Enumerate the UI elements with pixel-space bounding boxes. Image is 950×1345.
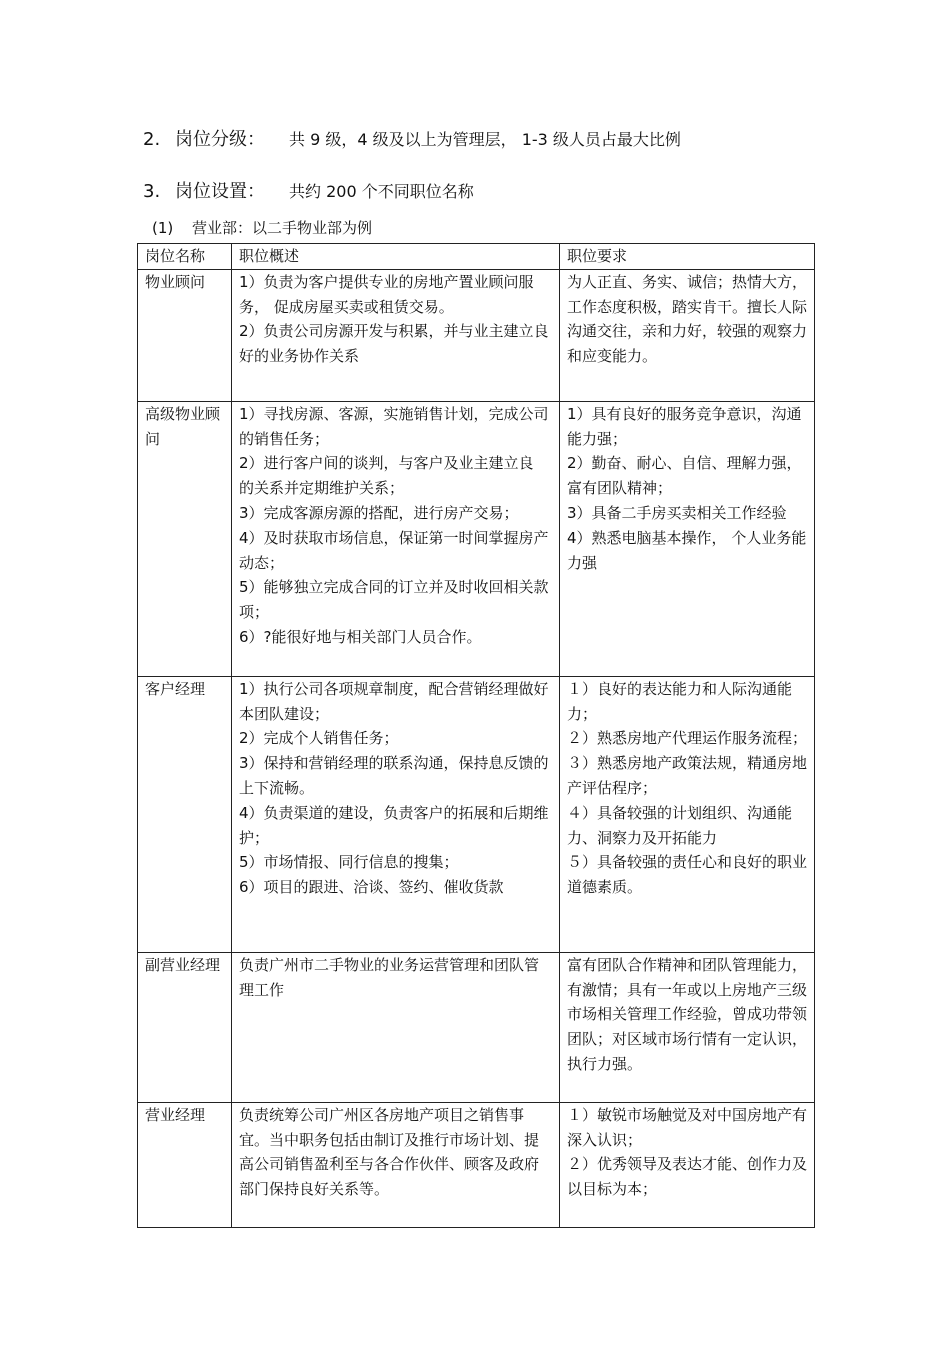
section-description: 共约 200 个不同职位名称	[289, 182, 474, 201]
requirement-item: 4）熟悉电脑基本操作， 个人业务能力强	[567, 528, 807, 572]
job-summary-cell	[232, 401, 560, 676]
requirement-item: ２）熟悉房地产代理运作服务流程；	[567, 729, 808, 748]
job-summary-cell	[232, 676, 560, 952]
section-description: 共 9 级，4 级及以上为管理层， 1-3 级人员占最大比例	[289, 130, 681, 149]
requirement-item: 富有团队合作精神和团队管理能力，有激情；具有一年或以上房地产三级市场相关管理工作经验，曾成功带领团队；对区域市场行情有一定认识，执行力强。	[567, 955, 808, 1073]
requirement-item: 2）勤奋、耐心、自信、理解力强，富有团队精神；	[567, 454, 802, 498]
requirement-item: ４）具备较强的计划组织、沟通能力、洞察力及开拓能力	[567, 803, 793, 847]
summary-item: 5）能够独立完成合同的订立并及时收回相关款项；	[239, 578, 549, 622]
position-name-cell: 副营业经理	[138, 952, 232, 1102]
header-job-requirements: 职位要求	[560, 244, 815, 270]
summary-item: 2）进行客户间的谈判，与客户及业主建立良 的关系并定期维护关系；	[239, 454, 534, 498]
summary-item: 1）负责为客户提供专业的房地产置业顾问服务， 促成房屋买卖或租赁交易。	[239, 272, 534, 316]
requirement-item: 1）具有良好的服务竞争意识，沟通能力强；	[567, 404, 802, 448]
position-name-cell: 物业顾问	[138, 269, 232, 401]
table-row	[138, 676, 815, 952]
requirement-item: １）敏锐市场触觉及对中国房地产有深入认识；	[567, 1105, 808, 1149]
summary-item: 负责广州市二手物业的业务运营管理和团队管理工作	[239, 955, 540, 999]
job-requirements-cell	[560, 952, 815, 1102]
table-row	[138, 952, 815, 1102]
summary-item: 5）市场情报、同行信息的搜集；	[239, 853, 459, 872]
summary-item: 4）负责渠道的建设，负责客户的拓展和后期维护；	[239, 803, 549, 847]
job-requirements-cell	[560, 401, 815, 676]
summary-item: 负责统筹公司广州区各房地产项目之销售事宜。当中职务包括由制订及推行市场计划、提高公司销售盈利至与各合作伙伴、顾客及政府部门保持良好关系等。	[239, 1105, 540, 1199]
section-3-heading	[143, 180, 474, 204]
section-number: 2.	[143, 129, 161, 150]
table-row	[138, 1102, 815, 1227]
summary-item: 6）项目的跟进、洽谈、签约、催收货款	[239, 878, 504, 897]
requirement-item: ２）优秀领导及表达才能、创作力及以目标为本；	[567, 1155, 808, 1199]
summary-item: 4）及时获取市场信息，保证第一时间掌握房产动态；	[239, 528, 549, 572]
header-job-summary: 职位概述	[232, 244, 560, 270]
position-name-cell: 高级物业顾问	[138, 401, 232, 676]
summary-item: 2）完成个人销售任务；	[239, 729, 399, 748]
position-name-cell: 客户经理	[138, 676, 232, 952]
table-row	[138, 401, 815, 676]
section-title: 岗位分级：	[175, 129, 265, 150]
header-position-name: 岗位名称	[138, 244, 232, 270]
summary-item: 2）负责公司房源开发与积累，并与业主建立良好的业务协作关系	[239, 322, 549, 366]
requirement-item: １）良好的表达能力和人际沟通能力；	[567, 679, 793, 723]
table-row	[138, 269, 815, 401]
table-header-row	[138, 244, 815, 270]
job-positions-table	[137, 243, 815, 1228]
summary-item: 3）保持和营销经理的联系沟通，保持息反馈的上下流畅。	[239, 754, 549, 797]
summary-item: 3）完成客源房源的搭配，进行房产交易；	[239, 503, 519, 522]
job-summary-cell	[232, 952, 560, 1102]
section-title: 岗位设置：	[175, 181, 265, 202]
job-requirements-cell	[560, 1102, 815, 1227]
summary-item: 6）?能很好地与相关部门人员合作。	[239, 627, 482, 646]
section-number: 3.	[143, 181, 161, 202]
requirement-item: ３）熟悉房地产政策法规，精通房地产评估程序；	[567, 754, 808, 797]
job-requirements-cell	[560, 676, 815, 952]
subsection-heading	[152, 217, 372, 239]
requirement-item: 3）具备二手房买卖相关工作经验	[567, 503, 787, 522]
section-2-heading	[143, 128, 681, 152]
summary-item: 1）寻找房源、客源，实施销售计划，完成公司的销售任务；	[239, 404, 549, 448]
position-name-cell: 营业经理	[138, 1102, 232, 1227]
job-summary-cell	[232, 1102, 560, 1227]
subsection-number: (1)	[152, 219, 174, 237]
requirement-item: 为人正直、务实、诚信；热情大方，工作态度积极，踏实肯干。擅长人际沟通交往，亲和力好，较强的观察力和应变能力。	[567, 272, 808, 366]
summary-item: 1）执行公司各项规章制度，配合营销经理做好本团队建设；	[239, 679, 549, 723]
subsection-title: 营业部：以二手物业部为例	[192, 219, 373, 237]
requirement-item: ５）具备较强的责任心和良好的职业道德素质。	[567, 853, 808, 897]
job-summary-cell	[232, 269, 560, 401]
job-requirements-cell	[560, 269, 815, 401]
